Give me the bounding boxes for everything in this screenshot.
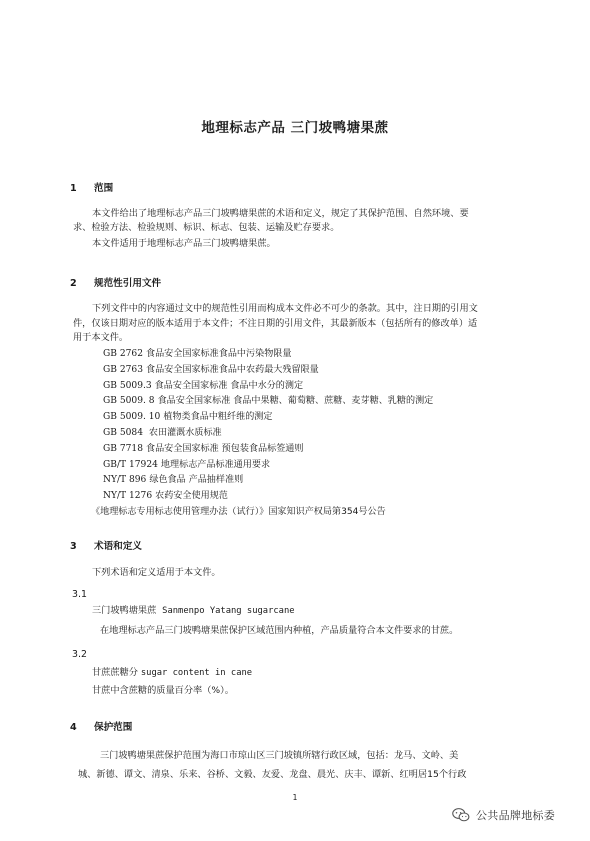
term-en: sugar content in cane: [140, 668, 253, 678]
term-en: Sanmenpo Yatang sugarcane: [162, 606, 295, 616]
scope-line-1: 本文件给出了地理标志产品三门坡鸭塘果蔗的术语和定义，规定了其保护范围、自然环境、要: [92, 208, 469, 219]
reference-code: GB 5084: [103, 427, 143, 438]
section-title: 范围: [94, 183, 114, 194]
reference-item: [103, 410, 433, 426]
section-title: 规范性引用文件: [94, 278, 162, 289]
reference-name: 地理标志产品标准通用要求: [160, 459, 271, 470]
section-title: 保护范围: [94, 722, 133, 733]
section-3-heading: [70, 538, 142, 552]
wechat-icon: [452, 807, 470, 823]
section-2-heading: [70, 275, 161, 289]
references-intro-line-1: 下列文件中的内容通过文中的规范性引用而构成本文件必不可少的条款。其中，注日期的引用文: [92, 303, 478, 314]
reference-name: 农药安全使用规范: [155, 491, 228, 502]
reference-code: GB 5009. 8: [103, 396, 155, 407]
protection-line-1: 三门坡鸭塘果蔗保护范围为海口市琼山区三门坡镇所辖行政区域，包括：龙马、文岭、美: [100, 750, 459, 761]
reference-item: [103, 473, 433, 489]
reference-code: NY/T 1276: [103, 491, 153, 502]
reference-name: 食品安全国家标准 食品中水分的测定: [154, 380, 304, 391]
watermark-label: 公共品牌地标委: [476, 809, 556, 822]
term-cn: 三门坡鸭塘果蔗: [92, 605, 157, 616]
reference-code: GB 5009. 10: [103, 412, 161, 423]
reference-item: [103, 489, 433, 505]
reference-code: GB 2762: [103, 349, 143, 359]
section-number: 4: [70, 722, 77, 733]
reference-name: 食品安全国家标准 预包装食品标签通则: [145, 443, 304, 454]
references-intro-line-2: 件，仅该日期对应的版本适用于本文件；不注日期的引用文件，其最新版本（包括所有的修改单）适: [73, 318, 478, 329]
term-definition: 甘蔗中含蔗糖的质量百分率（%）。: [92, 685, 234, 696]
watermark: [452, 805, 555, 825]
reference-name: 《地理标志专用标志使用管理办法（试行）》国家知识产权局第354号公告: [91, 506, 386, 517]
reference-name: 食品安全国家标准食品中农药最大残留限量: [145, 364, 319, 375]
reference-name: 食品安全国家标准 食品中果糖、葡萄糖、蔗糖、麦芽糖、乳糖的测定: [157, 396, 434, 407]
page-number: 1: [292, 793, 298, 802]
reference-item: [103, 379, 433, 395]
reference-name: 农田灌溉水质标准: [145, 427, 222, 438]
term-number: 3.2: [72, 649, 87, 660]
reference-item: [103, 442, 433, 458]
reference-name: 食品安全国家标准食品中污染物限量: [145, 349, 292, 359]
section-number: 1: [70, 183, 77, 194]
term-definition: 在地理标志产品三门坡鸭塘果蔗保护区域范围内种植，产品质量符合本文件要求的甘蔗。: [100, 625, 459, 636]
protection-line-2: 城、新德、谭文、清泉、乐来、谷桥、文毅、友爱、龙盘、晨光、庆丰、谭新、红明居15个行政: [78, 769, 467, 780]
section-number: 2: [70, 278, 77, 289]
reference-name: 植物类食品中粗纤维的测定: [163, 412, 273, 423]
reference-code: GB 2763: [103, 364, 143, 375]
scope-line-3: 本文件适用于地理标志产品三门坡鸭塘果蔗。: [92, 238, 276, 249]
section-number: 3: [70, 541, 77, 552]
term-number: 3.1: [72, 589, 87, 600]
reference-code: NY/T 896: [103, 475, 147, 486]
reference-name: 绿色食品 产品抽样准则: [149, 475, 244, 486]
reference-item: [103, 458, 433, 474]
section-4-heading: [70, 719, 132, 733]
references-intro-line-3: 用于本文件。: [73, 332, 129, 343]
scope-line-2: 求、检验方法、检验规则、标识、标志、包装、运输及贮存要求。: [73, 222, 340, 233]
term-cn: 甘蔗蔗糖分: [92, 667, 138, 678]
section-title: 术语和定义: [94, 541, 142, 552]
reference-item: [103, 426, 433, 442]
term-heading: [92, 605, 295, 617]
reference-item: [103, 347, 433, 363]
reference-list: [91, 347, 434, 521]
reference-code: GB 5009.3: [103, 380, 152, 391]
term-heading: [92, 667, 252, 679]
reference-item: [103, 363, 433, 379]
reference-code: GB 7718: [103, 443, 143, 454]
reference-item: [91, 505, 433, 521]
document-title: 地理标志产品 三门坡鸭塘果蔗: [201, 120, 389, 136]
section-1-heading: [70, 180, 113, 194]
reference-code: GB/T 17924: [103, 459, 158, 470]
terms-intro: 下列术语和定义适用于本文件。: [92, 567, 221, 578]
reference-item: [103, 394, 433, 410]
